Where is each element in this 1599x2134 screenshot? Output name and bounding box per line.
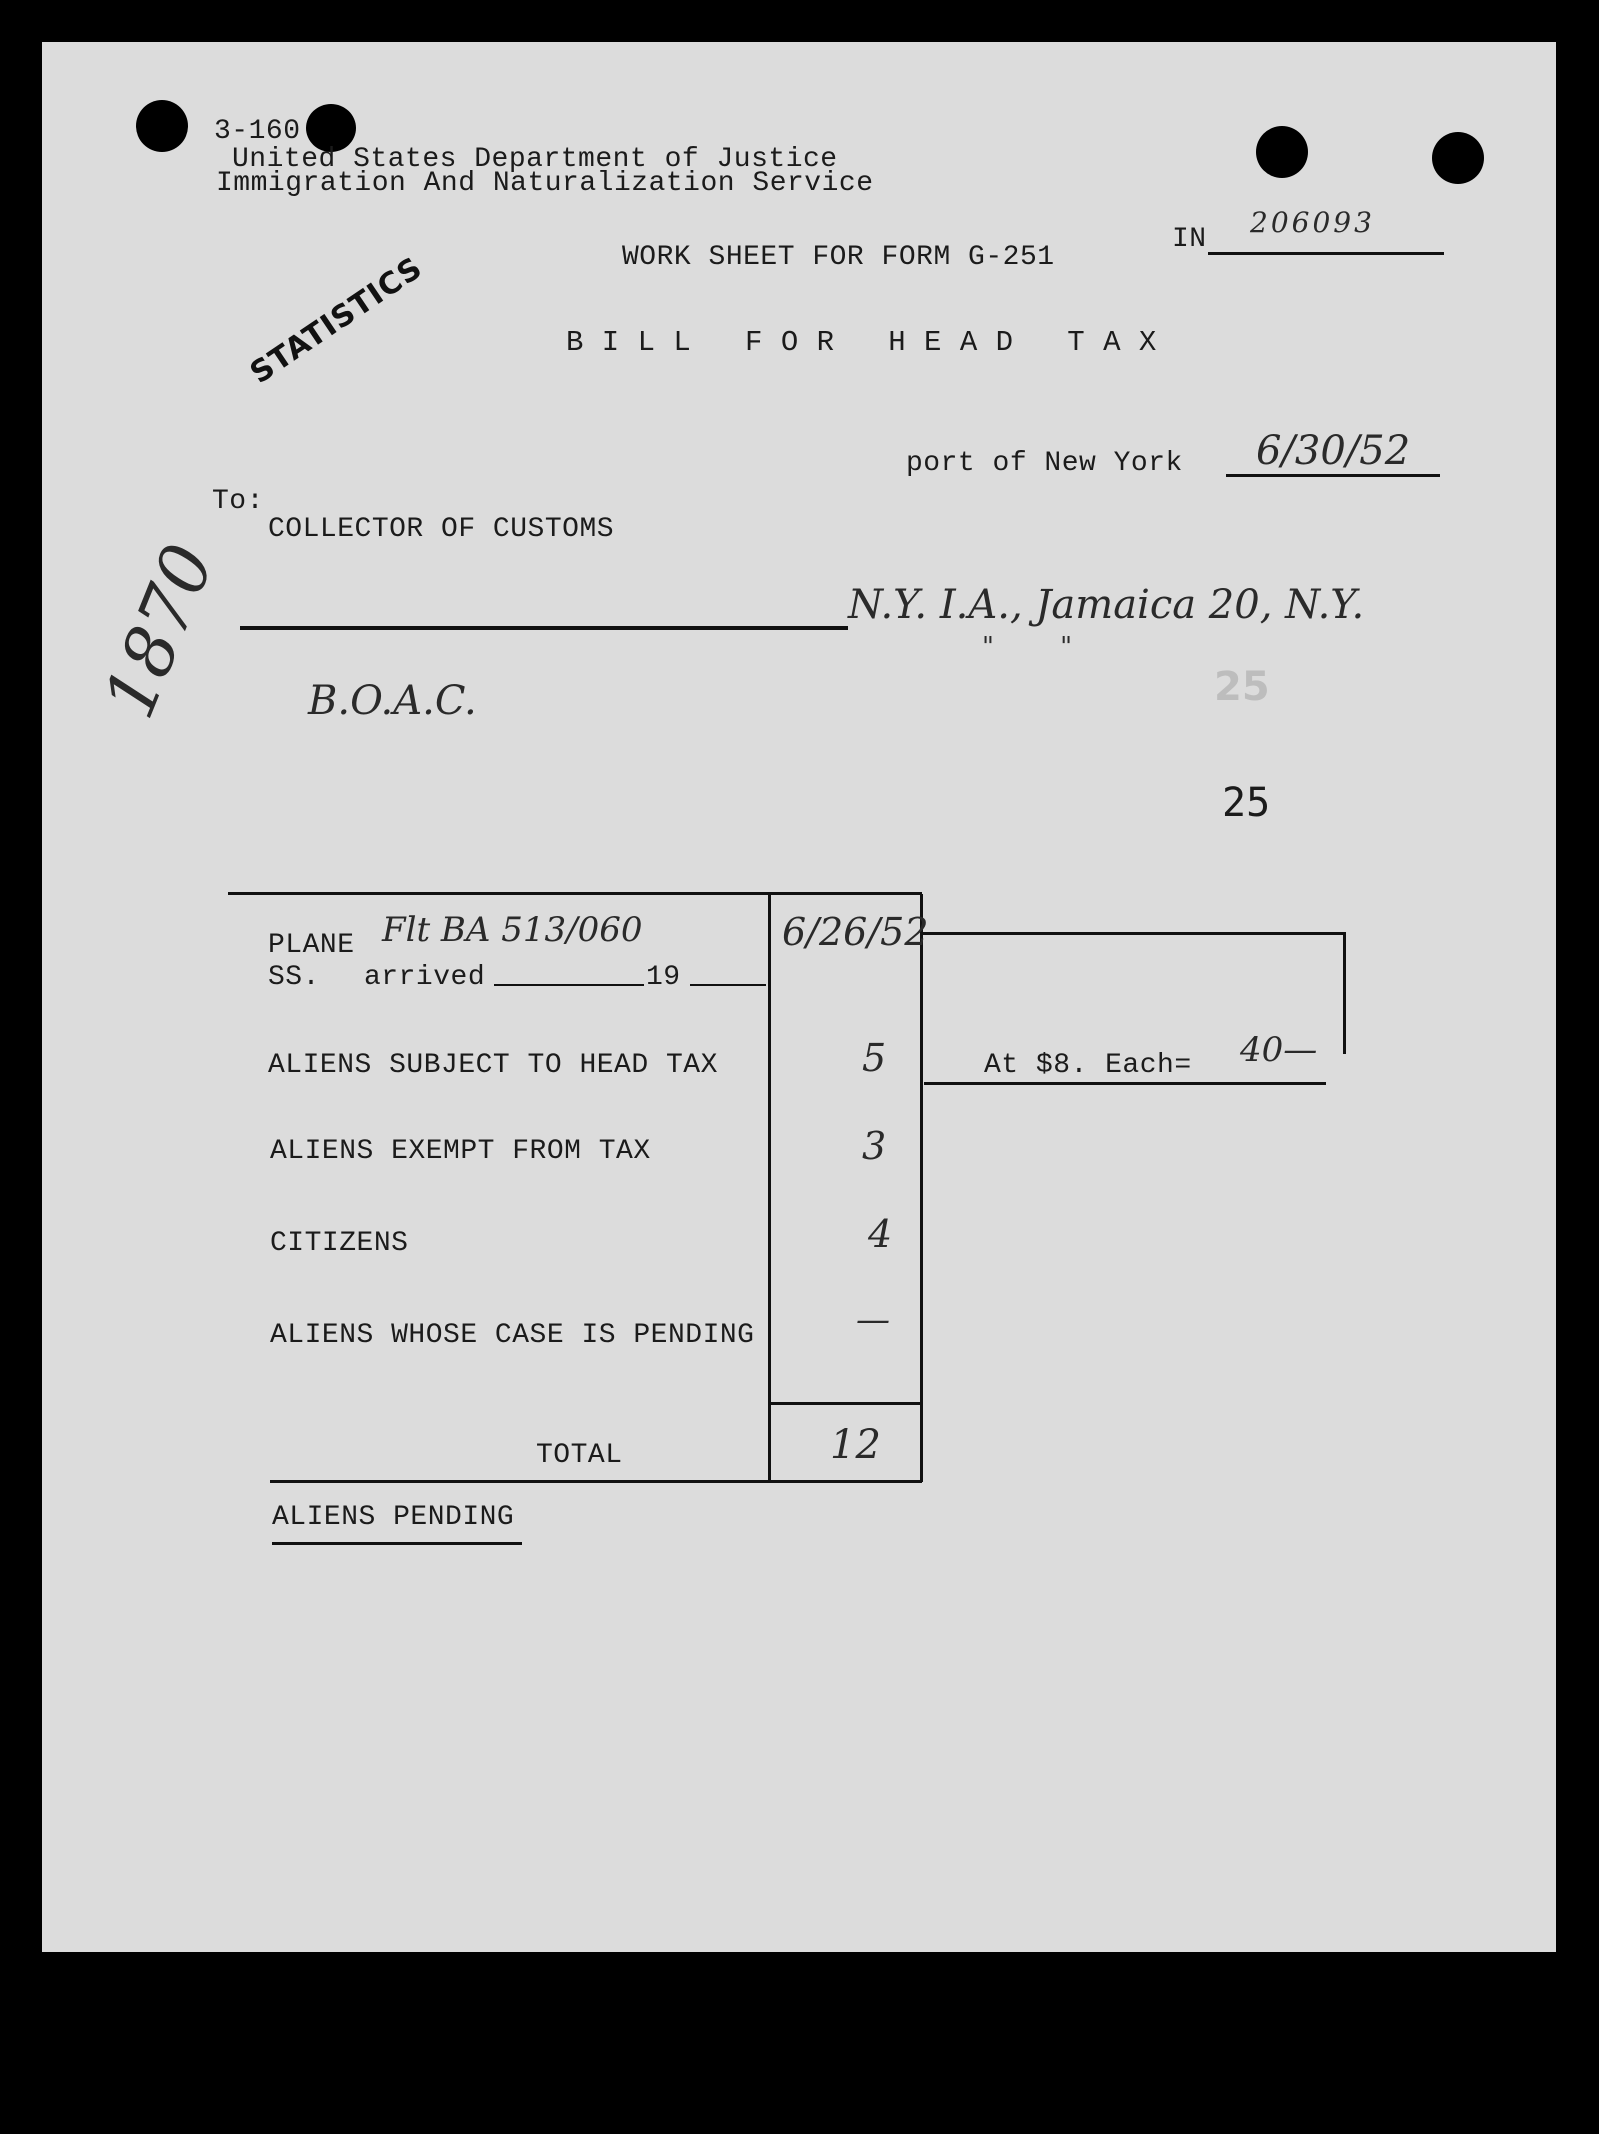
row-pending-label: ALIENS WHOSE CASE IS PENDING	[270, 1320, 755, 1351]
in-label: IN	[1172, 224, 1207, 255]
plane-label: PLANE	[268, 930, 355, 961]
port-label: port of New York	[906, 448, 1183, 479]
row-citizens-label: CITIZENS	[270, 1228, 409, 1259]
recipient-name: COLLECTOR OF CUSTOMS	[268, 514, 615, 545]
address-ditto: " "	[982, 632, 1073, 662]
row-citizens-value: 4	[868, 1212, 893, 1256]
to-label: To:	[212, 486, 264, 517]
table-top-rule	[228, 892, 922, 895]
year-underline	[690, 984, 766, 986]
row-subject-value: 5	[862, 1036, 887, 1080]
row-exempt-value: 3	[862, 1124, 887, 1168]
table-divider-left	[768, 894, 771, 1482]
in-number-underline	[1208, 252, 1444, 255]
arrived-underline	[494, 984, 644, 986]
year-label: 19	[646, 962, 681, 993]
punch-hole-1	[136, 100, 188, 152]
department-name: United States Department of Justice	[232, 144, 838, 175]
rate-box-top	[922, 932, 1346, 935]
plane-value: Flt BA 513/060	[382, 910, 643, 950]
carrier-name: B.O.A.C.	[308, 678, 477, 724]
port-date-underline	[1226, 474, 1440, 477]
table-total-rule	[770, 1402, 922, 1405]
aliens-pending-label: ALIENS PENDING	[272, 1502, 515, 1533]
punch-hole-4	[1432, 132, 1484, 184]
ss-label: SS.	[268, 962, 320, 993]
statistics-stamp: STATISTICS	[244, 250, 430, 392]
bill-title: B I L L F O R H E A D T A X	[566, 326, 1157, 359]
in-number: 206093	[1250, 206, 1375, 239]
rate-box-bottom	[924, 1082, 1326, 1085]
row-exempt-label: ALIENS EXEMPT FROM TAX	[270, 1136, 651, 1167]
arrived-label: arrived	[364, 962, 486, 993]
total-label: TOTAL	[536, 1440, 623, 1471]
rate-amount: 40—	[1240, 1030, 1318, 1070]
faint-number: 25	[1214, 664, 1270, 710]
service-name: Immigration And Naturalization Service	[216, 168, 874, 199]
margin-note: 1870	[87, 533, 231, 729]
aliens-pending-underline	[272, 1542, 522, 1545]
recipient-address: N.Y. I.A., Jamaica 20, N.Y.	[848, 582, 1365, 628]
punch-hole-3	[1256, 126, 1308, 178]
row-pending-value: —	[856, 1300, 890, 1340]
stamped-number: 25	[1222, 780, 1271, 826]
rate-box-right	[1343, 932, 1346, 1054]
total-value: 12	[830, 1422, 881, 1468]
table-divider-right	[920, 894, 923, 1482]
worksheet-title: WORK SHEET FOR FORM G-251	[622, 242, 1055, 273]
row-subject-label: ALIENS SUBJECT TO HEAD TAX	[268, 1050, 718, 1081]
form-number: 3-160	[214, 116, 301, 147]
table-bottom-rule	[270, 1480, 922, 1483]
arrival-date: 6/26/52	[782, 910, 929, 954]
rate-label: At $8. Each=	[984, 1050, 1192, 1081]
address-line	[240, 626, 848, 630]
port-date: 6/30/52	[1256, 428, 1411, 474]
